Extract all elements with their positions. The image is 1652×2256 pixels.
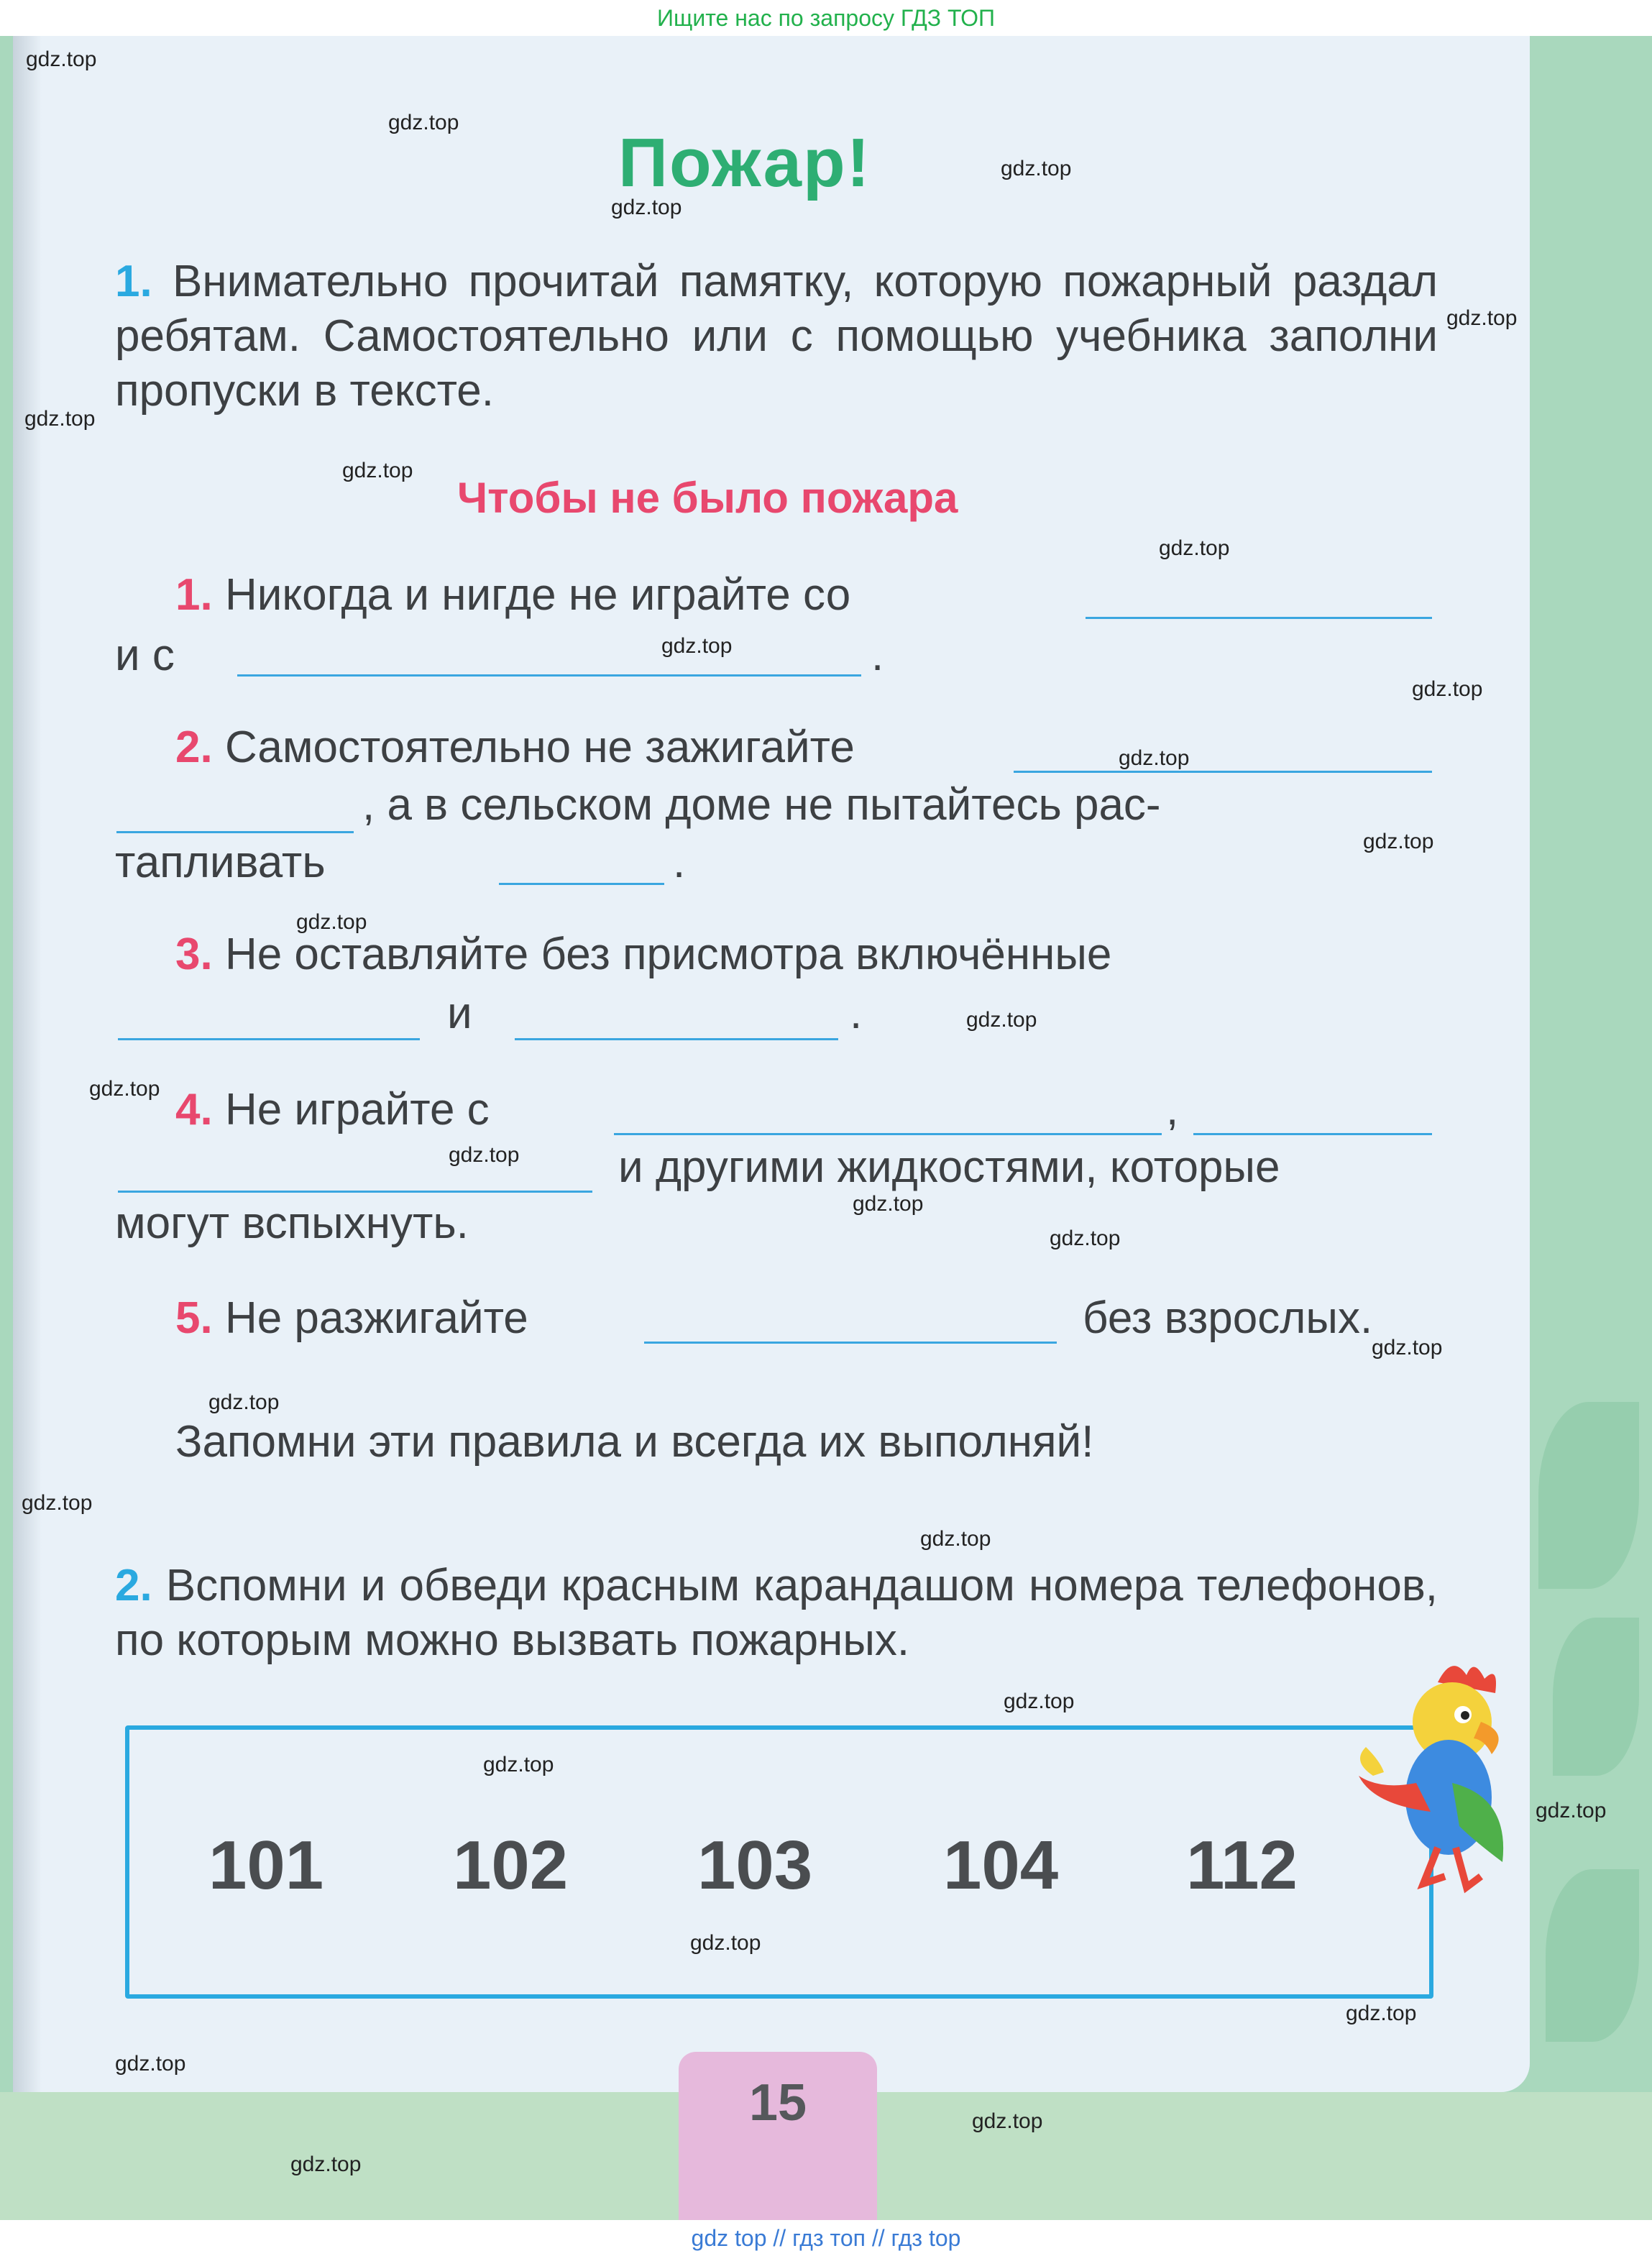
watermark: gdz.top (690, 1931, 761, 1955)
rule-1-text: Никогда и нигде не играйте со (224, 570, 851, 620)
watermark: gdz.top (290, 2152, 362, 2176)
rule-1-line-1 (175, 569, 850, 620)
watermark: gdz.top (966, 1008, 1037, 1032)
rule-1-line-2: и с (115, 631, 175, 680)
watermark: gdz.top (1372, 1336, 1443, 1359)
watermark: gdz.top (1346, 2001, 1417, 2025)
rule-4-line-1 (175, 1084, 490, 1135)
page-spine-shadow (13, 36, 42, 2092)
rule-3-number: 3. (175, 930, 213, 979)
rule-3-text: Не оставляйте без присмотра включённые (224, 930, 1112, 979)
rule-5-end: без взрослых. (1083, 1293, 1373, 1343)
rule-4-line-2: и другими жидкостями, которые (618, 1142, 1280, 1192)
watermark: gdz.top (1119, 746, 1190, 770)
rule-1-period: . (871, 631, 884, 680)
blank-field[interactable] (118, 1191, 592, 1193)
blank-field[interactable] (1014, 771, 1432, 773)
rule-3-line-1 (175, 929, 1111, 980)
top-banner[interactable]: Ищите нас по запросу ГДЗ ТОП (0, 0, 1652, 36)
watermark: gdz.top (1001, 157, 1072, 180)
rule-1-number: 1. (175, 570, 213, 620)
watermark: gdz.top (208, 1390, 280, 1414)
rule-2-number: 2. (175, 723, 213, 772)
leaf-decoration (1546, 1869, 1639, 2042)
watermark: gdz.top (296, 910, 367, 934)
rule-2-text: Самостоятельно не зажигайте (224, 723, 855, 772)
watermark: gdz.top (1412, 677, 1483, 701)
parrot-illustration (1330, 1654, 1517, 1898)
blank-field[interactable] (118, 1038, 420, 1040)
rule-2-line-1 (175, 722, 855, 773)
blank-field[interactable] (614, 1133, 1162, 1135)
rule-5-text: Не разжигайте (224, 1293, 528, 1343)
task-1-number: 1. (115, 257, 152, 306)
rule-5-number: 5. (175, 1293, 213, 1343)
watermark: gdz.top (89, 1077, 160, 1101)
watermark: gdz.top (26, 47, 97, 71)
watermark: gdz.top (483, 1753, 554, 1776)
leaf-decoration (1538, 1402, 1639, 1589)
rule-4-line-3: могут вспыхнуть. (115, 1198, 469, 1248)
memo-title: Чтобы не было пожара (457, 474, 958, 522)
watermark: gdz.top (1536, 1799, 1607, 1822)
watermark: gdz.top (449, 1143, 520, 1167)
phone-number-104[interactable]: 104 (943, 1827, 1059, 1904)
blank-field[interactable] (116, 831, 354, 833)
page-number: 15 (748, 2074, 807, 2132)
blank-field[interactable] (237, 674, 861, 677)
rule-4-text: Не играйте с (224, 1085, 490, 1134)
task-1-text: Внимательно прочитай памятку, которую пожарный раздал ребятам. Самостоятельно или с помощью учебника заполни пропуски в тексте. (115, 257, 1438, 416)
bottom-banner[interactable]: gdz top // гдз топ // гдз top (0, 2220, 1652, 2256)
watermark: gdz.top (920, 1527, 991, 1551)
phone-number-102[interactable]: 102 (453, 1827, 569, 1904)
rule-3-period: . (850, 989, 863, 1038)
rule-2-line-2: , а в сельском доме не пытайтесь рас- (362, 780, 1161, 830)
watermark: gdz.top (24, 407, 96, 431)
blank-field[interactable] (1086, 617, 1432, 619)
watermark: gdz.top (1363, 830, 1434, 853)
task-2-text: Вспомни и обведи красным карандашом номера телефонов, по которым можно вызвать пожарных. (115, 1561, 1438, 1665)
task-2 (115, 1559, 1438, 1668)
watermark: gdz.top (661, 634, 733, 658)
rule-4-comma: , (1166, 1085, 1179, 1134)
task-2-number: 2. (115, 1561, 152, 1610)
phone-number-103[interactable]: 103 (697, 1827, 813, 1904)
page-title: Пожар! (618, 124, 871, 201)
watermark: gdz.top (853, 1192, 924, 1216)
watermark: gdz.top (388, 111, 459, 134)
watermark: gdz.top (342, 459, 413, 482)
watermark: gdz.top (1159, 536, 1230, 560)
blank-field[interactable] (1193, 1133, 1432, 1135)
blank-field[interactable] (499, 883, 664, 885)
watermark: gdz.top (1004, 1689, 1075, 1713)
blank-field[interactable] (644, 1342, 1057, 1344)
watermark: gdz.top (611, 196, 682, 219)
remember-text: Запомни эти правила и всегда их выполняй! (175, 1417, 1094, 1467)
rule-5-line-1 (175, 1293, 528, 1344)
rule-3-and: и (447, 989, 472, 1038)
rule-4-number: 4. (175, 1085, 213, 1134)
task-1 (115, 255, 1438, 418)
blank-field[interactable] (515, 1038, 838, 1040)
watermark: gdz.top (22, 1491, 93, 1515)
watermark: gdz.top (1050, 1226, 1121, 1250)
phone-number-112[interactable]: 112 (1186, 1827, 1298, 1904)
rule-2-line-3: тапливать (115, 838, 326, 887)
watermark: gdz.top (972, 2109, 1043, 2133)
leaf-decoration (1553, 1618, 1639, 1776)
watermark: gdz.top (1446, 306, 1518, 330)
rule-2-period: . (673, 838, 686, 887)
phone-number-101[interactable]: 101 (208, 1827, 324, 1904)
watermark: gdz.top (115, 2052, 186, 2076)
